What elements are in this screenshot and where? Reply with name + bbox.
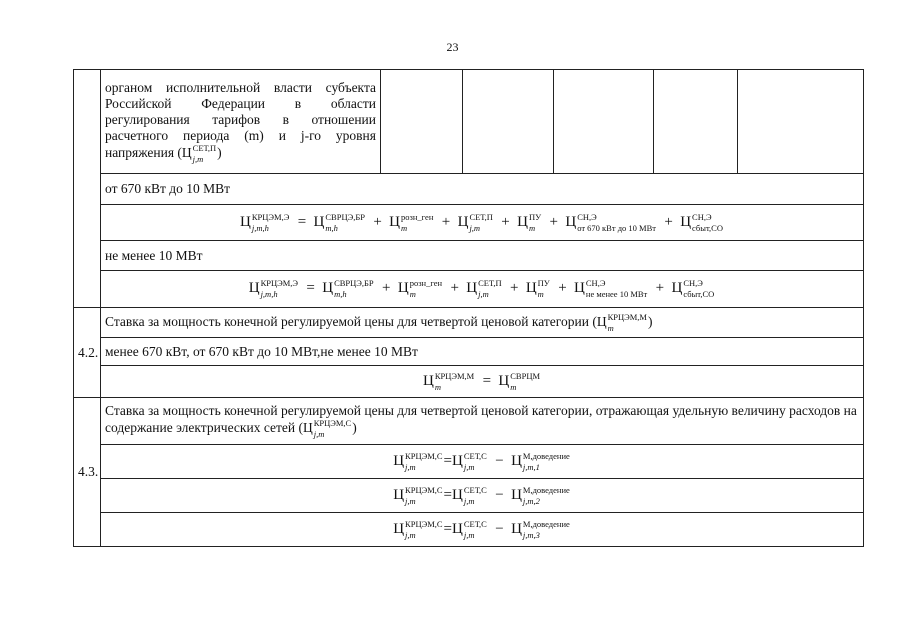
formula-sub: j,m (313, 429, 325, 439)
formula-script (529, 213, 541, 233)
formula-script (523, 486, 570, 506)
formula-symbol: Ц (466, 280, 478, 297)
formula-symbol: Ц (393, 452, 405, 469)
row-formula-670-10 (74, 205, 864, 241)
formula-script (469, 213, 492, 233)
formula-sup: КРЦЭМ,М (607, 311, 647, 322)
formula-symbol: Ц (313, 213, 325, 230)
formula-sup: М,доведение (522, 484, 570, 495)
formula-sup: ПУ (537, 278, 550, 288)
formula-symbol: Ц (517, 213, 528, 230)
formula-script (464, 452, 487, 472)
minus-sign: − (495, 486, 504, 503)
formula-sup: СН,Э (692, 211, 712, 222)
formula-sup: СН,Э (683, 278, 703, 288)
equals-sign: = (443, 452, 453, 469)
formula-script (538, 279, 550, 299)
formula-sub: m (434, 381, 441, 392)
row-4-3-formula (74, 513, 864, 547)
plus-sign: + (664, 213, 673, 230)
plus-sign: + (509, 280, 519, 297)
formula-sub: m (510, 381, 517, 392)
formula-sub: m (528, 222, 536, 233)
minus-sign: − (495, 452, 504, 469)
formula-symbol: Ц (389, 213, 401, 230)
formula-sub: j,m,h (260, 289, 278, 299)
formula-symbol: Ц (680, 213, 692, 230)
section-number-4-3: 4.3. (74, 398, 101, 547)
formula-symbol: Ц (511, 486, 522, 503)
row-range-label (74, 241, 864, 271)
value-cell-empty (463, 70, 554, 174)
number-cell-empty (74, 70, 101, 308)
formula-symbol: Ц (248, 280, 260, 297)
range-label-10-plus: не менее 10 МВт (101, 241, 864, 271)
formula-symbol: Ц (393, 486, 405, 503)
authority-text-cell (101, 70, 381, 174)
section-number-4-2: 4.2. (74, 308, 101, 398)
formula-4-3-3 (101, 513, 864, 547)
formula-symbol: Ц (574, 280, 585, 297)
formula-script (325, 213, 365, 233)
plus-sign: + (655, 280, 665, 297)
formula-symbol: Ц (525, 280, 537, 297)
section-4-2-ranges: менее 670 кВт, от 670 кВт до 10 МВт,не менее 10 МВт (101, 338, 864, 366)
authority-script (193, 144, 216, 164)
formula-sup: КРЦЭМ,С (405, 484, 443, 495)
formula-sub: m (607, 322, 614, 333)
formula-4-2 (101, 366, 864, 398)
section-4-3-title (101, 398, 864, 445)
formula-sup: розн_ген (409, 278, 443, 288)
section-4-3-close: ) (352, 420, 357, 436)
plus-sign: + (558, 280, 567, 297)
formula-sup: СН,Э (577, 211, 597, 222)
formula-script (577, 213, 656, 233)
equals-sign: = (297, 213, 307, 230)
formula-sub: j,m (463, 495, 475, 506)
section-4-3-title-text: Ставка за мощность конечной регулируемой цены для четвертой ценовой категории, отражающая удельную величину расходов на содержание электрических сетей ( (105, 403, 857, 436)
row-formula-10-plus (74, 271, 864, 308)
formula-sup: КРЦЭМ,С (313, 418, 352, 428)
formula-sub: сбыт,СО (692, 222, 723, 233)
value-cell-empty (654, 70, 738, 174)
formula-script (464, 520, 487, 540)
section-4-2-title (101, 308, 864, 338)
formula-symbol: Ц (452, 486, 463, 503)
formula-script (608, 313, 647, 333)
formula-script (478, 279, 501, 299)
formula-sub: m (401, 222, 408, 233)
formula-sub: не менее 10 МВт (585, 289, 648, 299)
formula-script (523, 452, 570, 472)
row-4-3-formula (74, 479, 864, 513)
minus-sign: − (495, 520, 504, 537)
formula-sup: М,доведение (522, 518, 570, 529)
formula-script (334, 279, 374, 299)
formula-sup: М,доведение (522, 450, 570, 461)
formula-sup: КРЦЭМ,С (405, 518, 443, 529)
authority-close: ) (217, 144, 222, 160)
formula-script (523, 520, 570, 540)
formula-script (405, 520, 443, 540)
range-label-670-10: от 670 кВт до 10 МВт (101, 174, 864, 205)
authority-symbol: Ц (181, 144, 192, 160)
formula-4-3-1 (101, 445, 864, 479)
formula-script (586, 279, 647, 299)
formula-sub: j,m (478, 289, 489, 299)
equals-sign: = (443, 486, 453, 503)
formula-sub: j,m,3 (522, 529, 540, 540)
formula-symbol: Ц (498, 372, 510, 389)
row-4-3-formula (74, 445, 864, 479)
formula-symbol: Ц (302, 420, 313, 436)
formula-sub: от 670 кВт до 10 МВт (577, 222, 656, 233)
row-section-4-3 (74, 398, 864, 445)
formula-script (683, 279, 714, 299)
value-cell-empty (554, 70, 654, 174)
formula-symbol: Ц (452, 452, 463, 469)
equals-sign: = (306, 280, 315, 297)
plus-sign: + (373, 213, 382, 230)
row-authority (74, 70, 864, 174)
formula-script (464, 486, 487, 506)
formula-symbol: Ц (240, 213, 251, 230)
plus-sign: + (549, 213, 558, 230)
formula-symbol: Ц (397, 280, 409, 297)
formula-4-3-2 (101, 479, 864, 513)
section-4-2-title-text: Ставка за мощность конечной регулируемой цены для четвертой ценовой категории ( (105, 313, 597, 329)
formula-symbol: Ц (422, 372, 434, 389)
section-4-2-close: ) (647, 313, 653, 329)
plus-sign: + (501, 213, 510, 230)
formula-sub: j,m,h (251, 222, 269, 233)
formula-script (252, 213, 289, 233)
formula-sub: j,m,1 (522, 461, 540, 472)
formula-sub: m,h (334, 289, 347, 299)
formula-script (405, 452, 443, 472)
formula-symbol: Ц (596, 313, 607, 329)
formula-sub: j,m,2 (522, 495, 540, 506)
formula-sup: СЕТ,П (469, 211, 493, 222)
formula-sup: розн_ген (401, 211, 434, 222)
formula-symbol: Ц (565, 213, 577, 230)
formula-sup: СВРЦМ (510, 370, 541, 381)
formula-sup: СЕТ,П (478, 278, 502, 288)
formula-sub: j,m (469, 222, 481, 233)
row-range-label (74, 174, 864, 205)
plus-sign: + (450, 280, 459, 297)
formula-sup: КРЦЭМ,М (434, 370, 475, 381)
formula-sup: СВРЦЭ,БР (325, 211, 365, 222)
formula-670-10 (101, 205, 864, 241)
authority-sub: j,m (192, 153, 204, 164)
formula-script (314, 419, 352, 439)
formula-symbol: Ц (457, 213, 469, 230)
value-cell-empty (738, 70, 864, 174)
formula-10-plus (101, 271, 864, 308)
equals-sign: = (443, 520, 453, 537)
plus-sign: + (382, 280, 391, 297)
row-4-2-ranges (74, 338, 864, 366)
formula-sub: j,m (405, 529, 416, 540)
value-cell-empty (381, 70, 463, 174)
formula-script (261, 279, 298, 299)
formula-script (510, 372, 540, 392)
page-number: 23 (446, 40, 459, 54)
formula-symbol: Ц (393, 520, 405, 537)
row-section-4-2 (74, 308, 864, 338)
authority-text: органом исполнительной власти субъекта Российской Федерации в области регулирования тарифов в отношении расчетного периода (m) и j-го уровня напряжения ( (105, 79, 376, 160)
formula-sup: СВРЦЭ,БР (334, 278, 374, 288)
formula-sup: СЕТ,С (463, 518, 487, 529)
formula-symbol: Ц (511, 520, 522, 537)
tariff-table (73, 69, 864, 547)
formula-sub: m (537, 289, 544, 299)
formula-symbol: Ц (511, 452, 522, 469)
formula-sub: j,m (463, 529, 475, 540)
equals-sign: = (482, 372, 492, 389)
formula-sub: j,m (405, 461, 416, 472)
formula-sup: СЕТ,С (463, 450, 487, 461)
formula-sub: сбыт,СО (683, 289, 715, 299)
formula-sub: m (409, 289, 416, 299)
formula-script (401, 213, 433, 233)
row-4-2-formula (74, 366, 864, 398)
formula-script (410, 279, 442, 299)
formula-sup: КРЦЭМ,Э (251, 211, 290, 222)
formula-script (405, 486, 443, 506)
formula-sup: КРЦЭМ,Э (260, 278, 299, 288)
plus-sign: + (441, 213, 451, 230)
formula-script (692, 213, 723, 233)
authority-sup: СЕТ,П (192, 142, 217, 153)
formula-sup: ПУ (528, 211, 542, 222)
formula-sup: СЕТ,С (463, 484, 487, 495)
formula-sup: КРЦЭМ,С (405, 450, 443, 461)
formula-script (435, 372, 474, 392)
formula-sub: m,h (325, 222, 338, 233)
formula-symbol: Ц (671, 280, 683, 297)
formula-symbol: Ц (322, 280, 334, 297)
formula-sub: j,m (405, 495, 416, 506)
formula-sub: j,m (463, 461, 475, 472)
formula-symbol: Ц (452, 520, 463, 537)
formula-sup: СН,Э (585, 278, 606, 288)
